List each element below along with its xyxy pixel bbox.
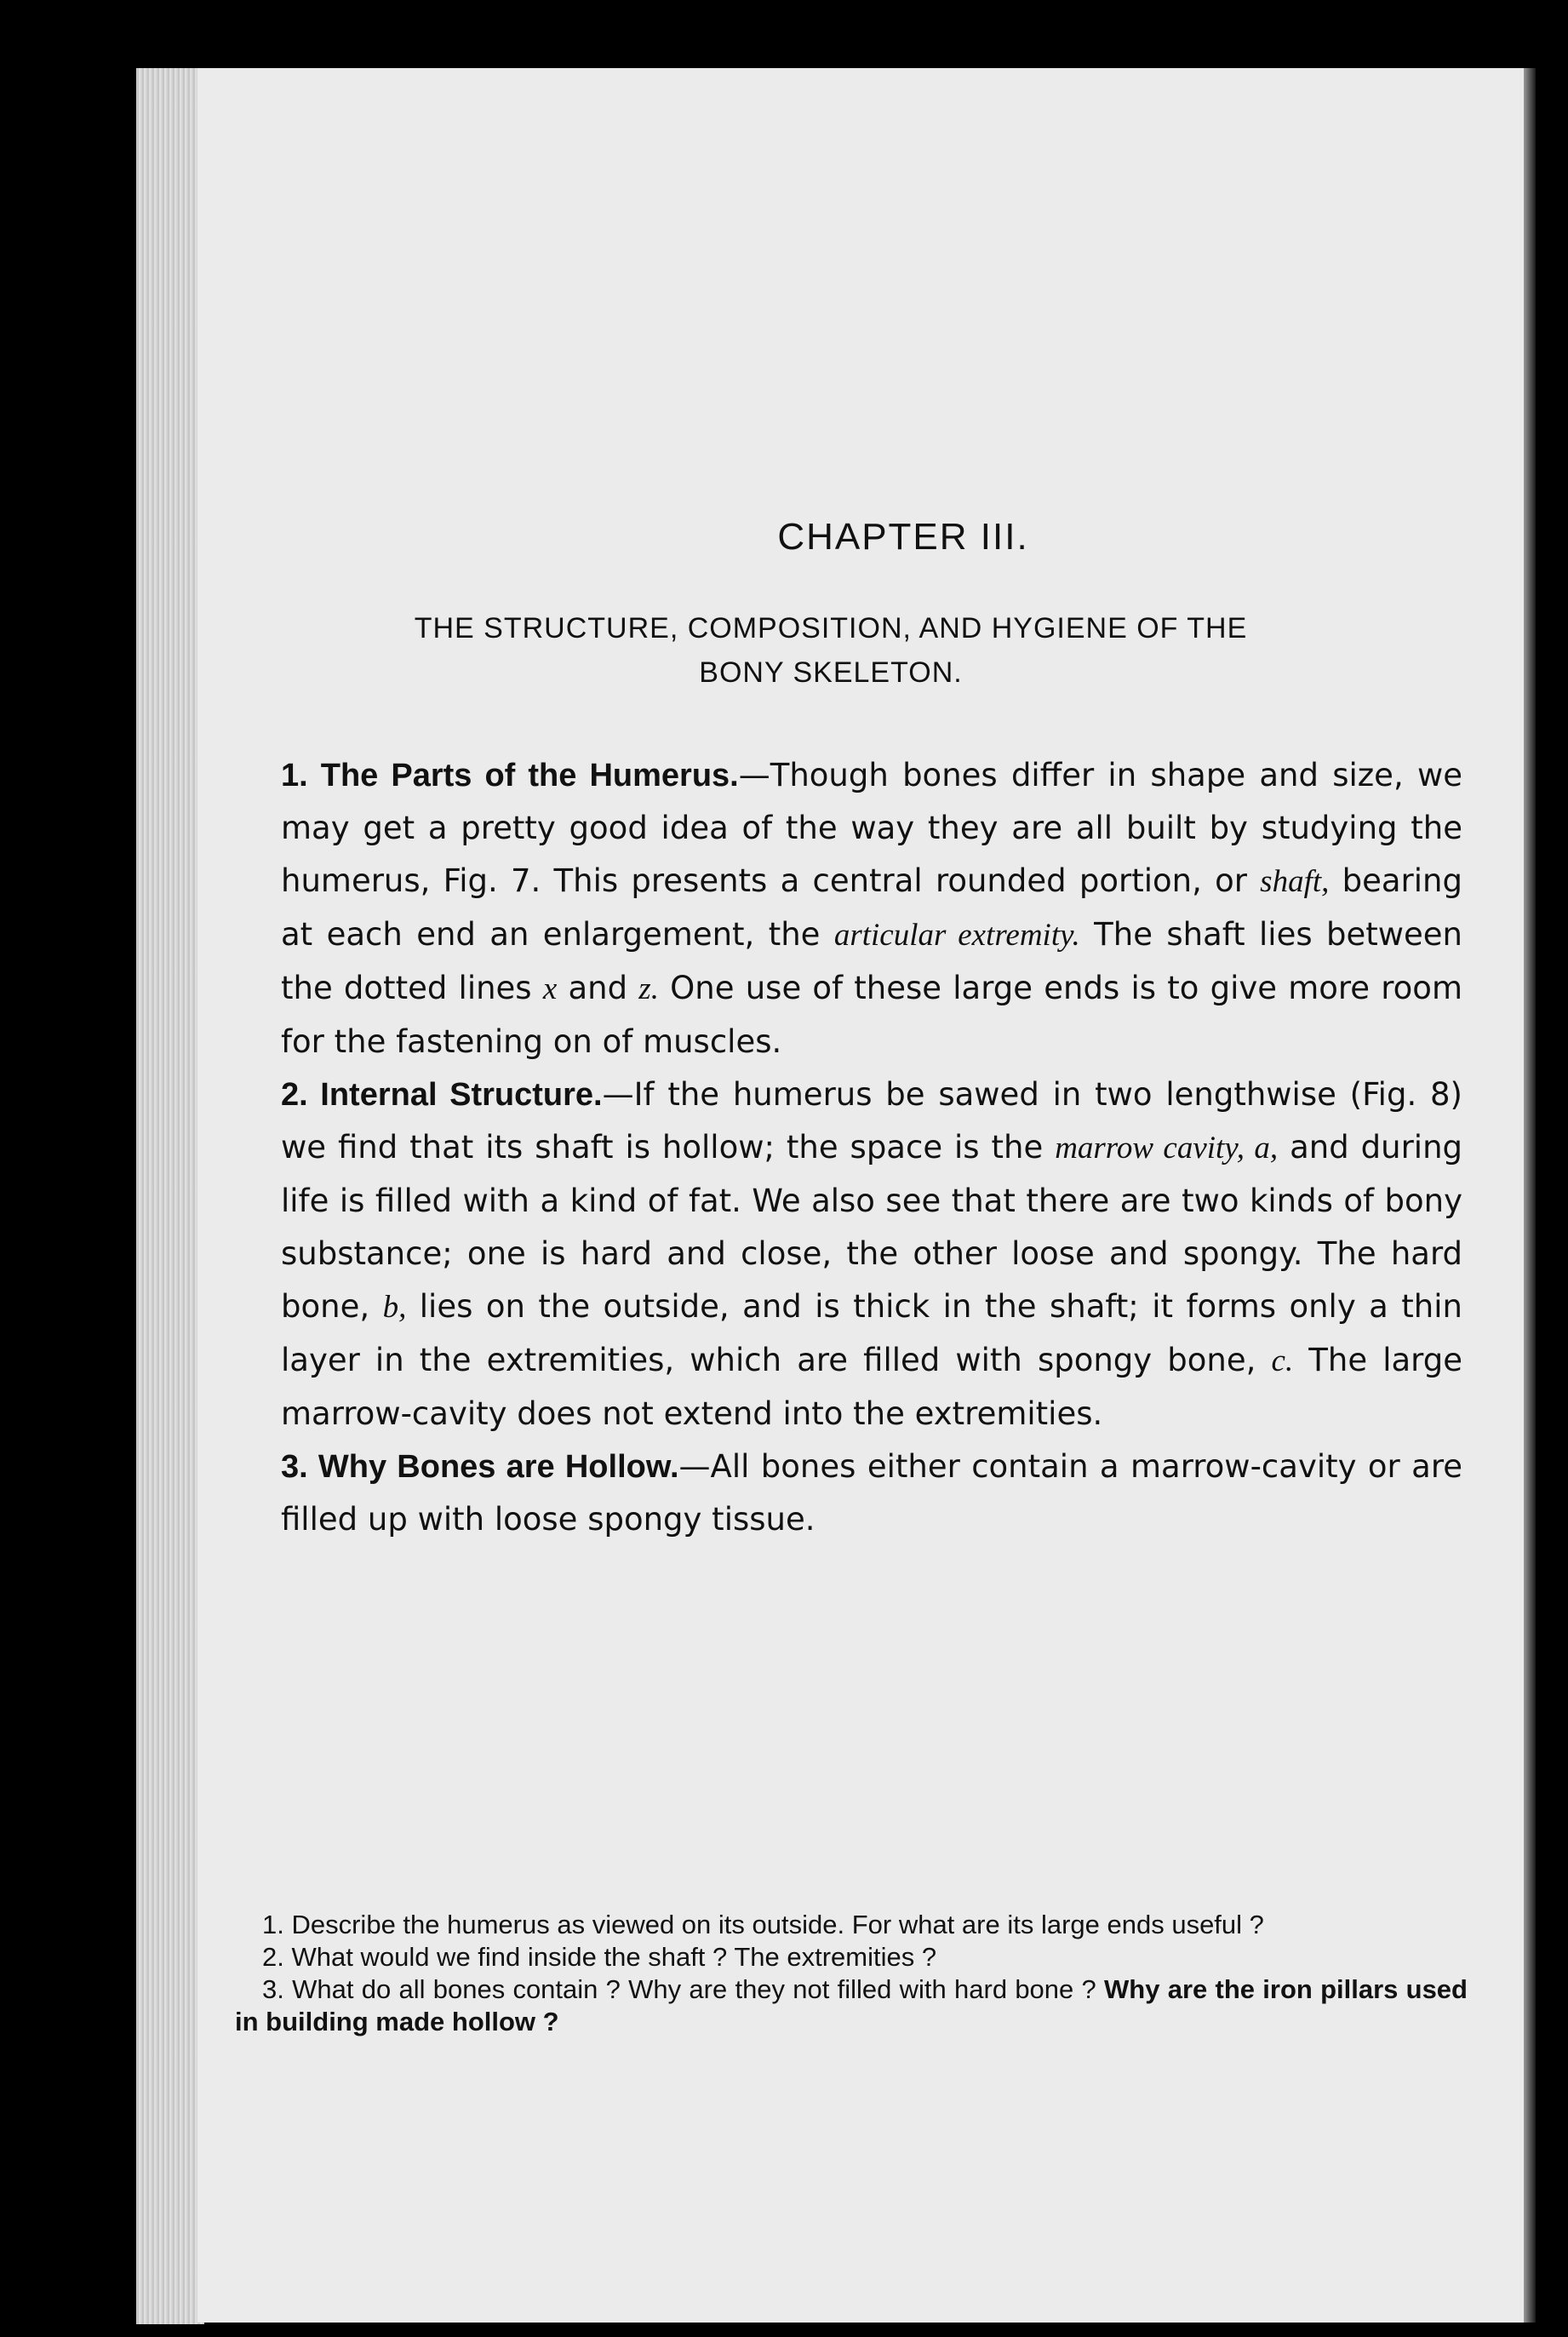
italic-term: c. xyxy=(1271,1343,1294,1378)
page-edges xyxy=(136,68,204,2324)
paragraph-why-bones-hollow xyxy=(235,1441,1462,1546)
paragraph-text: The shaft lies between the dotted lines xyxy=(281,916,1463,1006)
question-text-bold: Why are the iron pillars used in building made hollow ? xyxy=(235,1974,1468,2036)
chapter-body xyxy=(235,749,1462,1546)
italic-term: z. xyxy=(638,971,659,1006)
question-item xyxy=(235,1909,1468,1941)
paragraph-text: —All bones either contain a marrow-cavity or are filled up with loose spongy tissue. xyxy=(281,1448,1462,1538)
chapter-subtitle xyxy=(235,606,1427,695)
paragraph-text: lies on the outside, and is thick in the shaft; it forms only a thin layer in the extremities, which are filled with spongy bone, xyxy=(281,1288,1462,1378)
italic-term: x xyxy=(542,971,558,1006)
question-text: What would we find inside the shaft ? The extremities ? xyxy=(291,1942,937,1972)
question-number: 2. xyxy=(262,1942,284,1972)
question-text: What do all bones contain ? Why are they not filled with hard bone ? xyxy=(292,1974,1096,2004)
question-number: 1. xyxy=(262,1910,284,1939)
chapter-subtitle-line-2: BONY SKELETON. xyxy=(699,656,963,689)
paragraph-text: and during life is filled with a kind of fat. We also see that there are two kinds of bony substance; one is hard and close, the other loose and spongy. The hard bone, xyxy=(281,1129,1463,1325)
page-shadow xyxy=(1524,68,1536,2323)
paragraph-parts-of-humerus xyxy=(235,749,1462,1068)
question-text: Describe the humerus as viewed on its outside. For what are its large ends useful ? xyxy=(291,1910,1264,1939)
section-heading: 3. Why Bones are Hollow. xyxy=(281,1449,679,1485)
paragraph-internal-structure xyxy=(235,1068,1462,1441)
paragraph-text: The large marrow-cavity does not extend into the extremities. xyxy=(281,1342,1462,1432)
italic-term: b, xyxy=(382,1290,407,1325)
question-item xyxy=(235,1973,1468,2038)
question-number: 3. xyxy=(262,1974,284,2004)
paragraph-text: —If the humerus be sawed in two lengthwise (Fig. 8) we find that its shaft is hollow; the space is the xyxy=(281,1076,1462,1166)
paragraph-text: —Though bones differ in shape and size, we may get a pretty good idea of the way they are all built by studying the humerus, Fig. 7. This presents a central rounded portion, or xyxy=(281,757,1462,899)
section-heading: 1. The Parts of the Humerus. xyxy=(281,758,739,793)
chapter-subtitle-line-1: THE STRUCTURE, COMPOSITION, AND HYGIENE OF THE xyxy=(414,612,1248,644)
paragraph-text: One use of these large ends is to give more room for the fastening on of muscles. xyxy=(281,970,1462,1060)
question-item xyxy=(235,1941,1468,1973)
paragraph-text: bearing at each end an enlargement, the xyxy=(281,862,1462,953)
italic-term: articular extremity. xyxy=(833,918,1080,953)
review-questions xyxy=(235,1909,1468,2038)
chapter-title: CHAPTER III. xyxy=(777,516,1029,558)
italic-term: shaft, xyxy=(1260,864,1330,899)
section-heading: 2. Internal Structure. xyxy=(281,1077,603,1113)
italic-term: marrow cavity, a, xyxy=(1055,1131,1279,1166)
paragraph-text: and xyxy=(557,970,639,1006)
